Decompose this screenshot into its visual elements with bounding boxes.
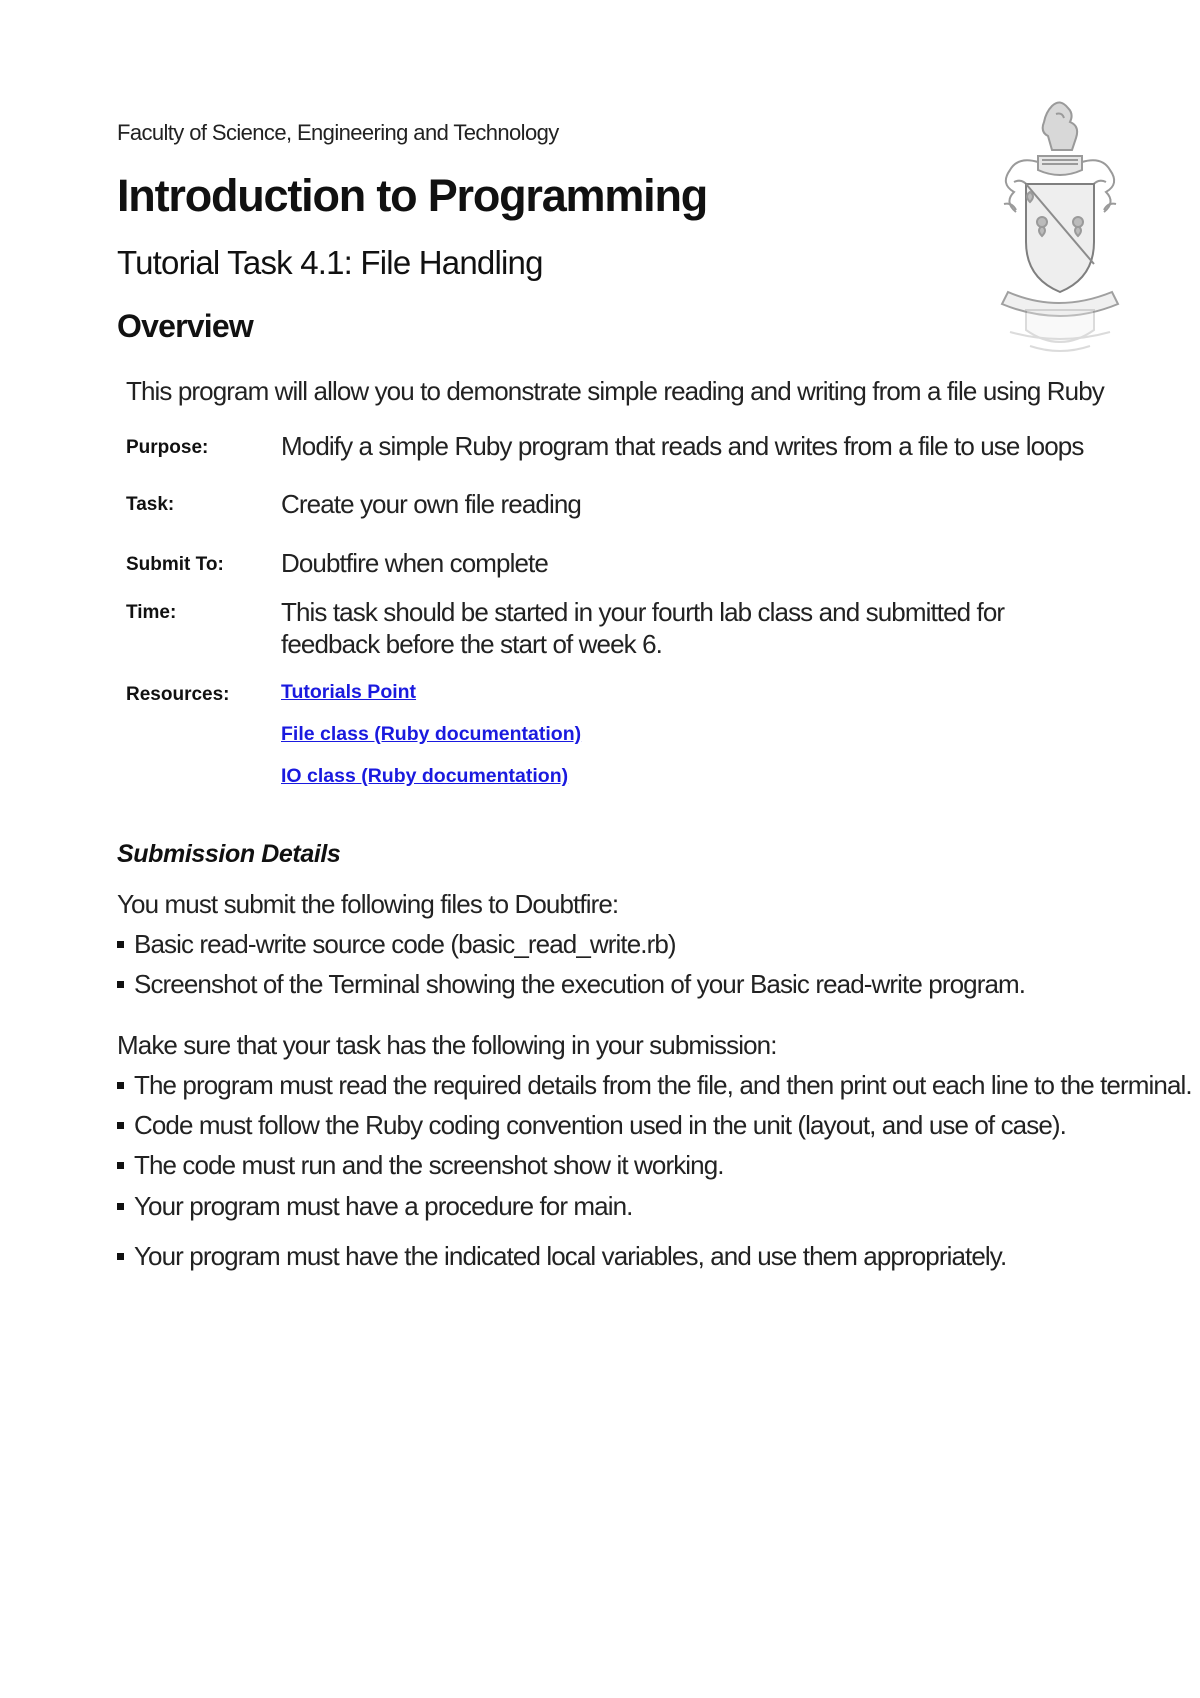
bullet-icon bbox=[117, 1253, 124, 1260]
unit-title: Introduction to Programming bbox=[117, 170, 708, 221]
list-item-text: Code must follow the Ruby coding convention used in the unit (layout, and use of case). bbox=[134, 1110, 1066, 1140]
submission-intro: You must submit the following files to Doubtfire: bbox=[117, 889, 619, 919]
bullet-icon bbox=[117, 1162, 124, 1169]
tutorials-point-link[interactable]: Tutorials Point bbox=[281, 681, 417, 703]
list-item bbox=[117, 929, 676, 960]
list-item-text: Your program must have the indicated local variables, and use them appropriately. bbox=[134, 1241, 1007, 1271]
list-item bbox=[117, 1241, 1006, 1272]
list-item bbox=[117, 969, 1025, 1000]
bullet-icon bbox=[117, 1203, 124, 1210]
list-item bbox=[117, 1110, 1066, 1141]
university-crest-icon bbox=[990, 96, 1130, 366]
io-class-docs-link[interactable]: IO class (Ruby documentation) bbox=[281, 765, 569, 787]
list-item-text: The program must read the required details from the file, and then print out each line to the terminal. bbox=[134, 1070, 1192, 1100]
purpose-value: Modify a simple Ruby program that reads and writes from a file to use loops bbox=[281, 431, 1084, 461]
task-value: Create your own file reading bbox=[281, 489, 581, 519]
overview-description: This program will allow you to demonstrate simple reading and writing from a file using Ruby bbox=[126, 376, 1104, 406]
checklist-intro: Make sure that your task has the following in your submission: bbox=[117, 1030, 777, 1060]
list-item-text: Basic read-write source code (basic_read_write.rb) bbox=[134, 929, 676, 959]
list-item-text: Your program must have a procedure for main. bbox=[134, 1191, 633, 1221]
resources-label: Resources: bbox=[126, 684, 230, 705]
bullet-icon bbox=[117, 1122, 124, 1129]
bullet-icon bbox=[117, 941, 124, 948]
list-item-text: The code must run and the screenshot show it working. bbox=[134, 1150, 724, 1180]
time-value-line1: This task should be started in your fourth lab class and submitted for bbox=[281, 597, 1005, 627]
bullet-icon bbox=[117, 1082, 124, 1089]
purpose-label: Purpose: bbox=[126, 437, 209, 458]
bullet-icon bbox=[117, 981, 124, 988]
file-class-docs-link[interactable]: File class (Ruby documentation) bbox=[281, 723, 582, 745]
list-item bbox=[117, 1070, 1192, 1101]
submit-to-label: Submit To: bbox=[126, 554, 224, 575]
list-item-text: Screenshot of the Terminal showing the execution of your Basic read-write program. bbox=[134, 969, 1026, 999]
submission-details-heading: Submission Details bbox=[117, 840, 341, 868]
time-value-line2: feedback before the start of week 6. bbox=[281, 629, 662, 659]
faculty-name: Faculty of Science, Engineering and Technology bbox=[117, 120, 559, 145]
list-item bbox=[117, 1150, 724, 1181]
task-label: Task: bbox=[126, 494, 175, 515]
submit-to-value: Doubtfire when complete bbox=[281, 548, 548, 578]
task-title: Tutorial Task 4.1: File Handling bbox=[117, 244, 543, 281]
time-label: Time: bbox=[126, 602, 177, 623]
list-item bbox=[117, 1191, 633, 1222]
overview-heading: Overview bbox=[117, 308, 253, 344]
